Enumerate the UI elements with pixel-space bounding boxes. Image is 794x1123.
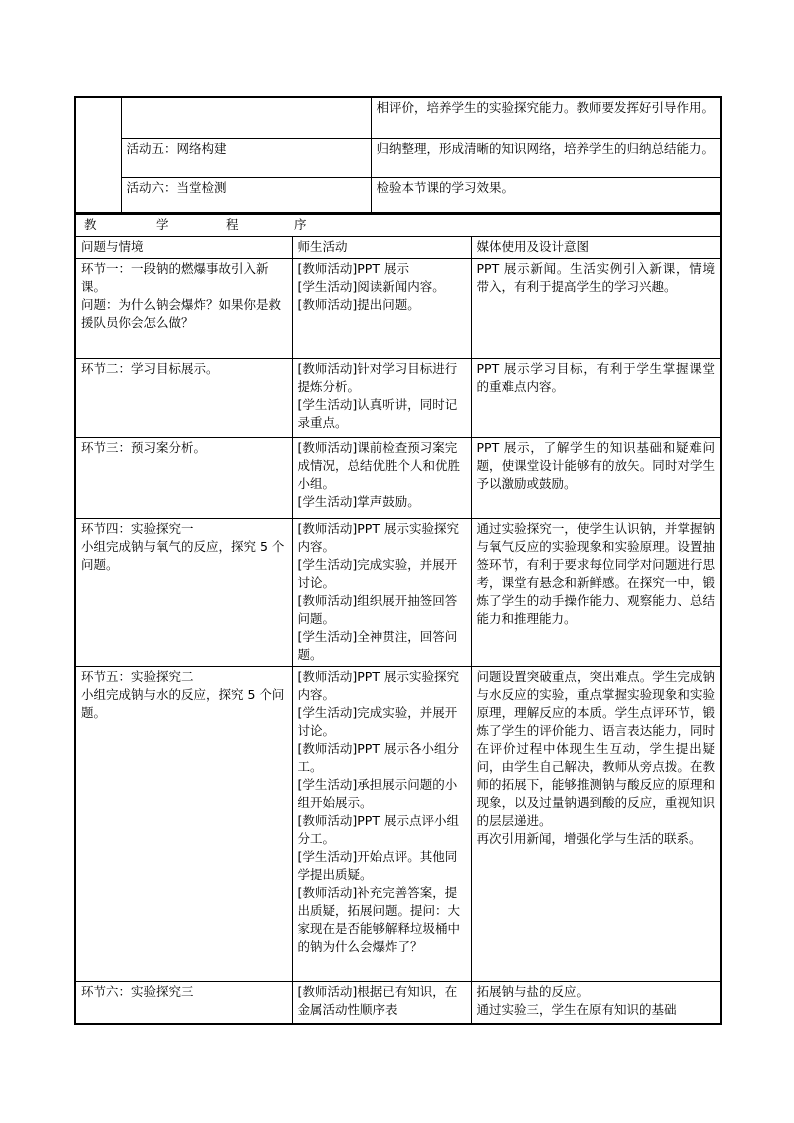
- activity-row: [75, 138, 721, 177]
- activity-cell: 活动五：网络构建: [121, 138, 371, 177]
- media-cell: 通过实验探究一，使学生认识钠，并掌握钠与氧气反应的实验现象和实验原理。设置抽签环节，有利于要求每位同学对问题进行思考，课堂有悬念和新鲜感。在探究一中，锻炼了学生的动手操作能力、观察能力、总结能力和推理能力。: [471, 519, 721, 667]
- column-header: 师生活动: [292, 237, 471, 259]
- heading-char: 教: [84, 217, 97, 232]
- situation-cell: 环节二：学习目标展示。: [75, 359, 292, 438]
- media-cell: PPT 展示，了解学生的知识基础和疑难问题，使课堂设计能够有的放矢。同时对学生予以激励或鼓励。: [471, 438, 721, 519]
- activity-cell: [教师活动]根据已有知识，在金属活动性顺序表: [292, 982, 471, 1024]
- heading-char: 程: [226, 217, 239, 232]
- table-row: [75, 667, 721, 982]
- column-header: 媒体使用及设计意图: [471, 237, 721, 259]
- heading-char: 学: [156, 217, 169, 232]
- teaching-procedure-table: [74, 214, 722, 1025]
- activity-row: [75, 97, 721, 138]
- table-row: [75, 438, 721, 519]
- section-heading-row: [75, 215, 721, 237]
- table-row: [75, 259, 721, 359]
- section-heading: [75, 215, 721, 237]
- column-header-row: [75, 237, 721, 259]
- media-cell: PPT 展示新闻。生活实例引入新课，情境带入，有利于提高学生的学习兴趣。: [471, 259, 721, 359]
- empty-merged-cell: [75, 97, 121, 213]
- heading-char: 序: [294, 217, 307, 232]
- activity-cell: [教师活动]针对学习目标进行提炼分析。 [学生活动]认真听讲，同时记录重点。: [292, 359, 471, 438]
- situation-cell: 环节四：实验探究一 小组完成钠与氧气的反应，探究 5 个问题。: [75, 519, 292, 667]
- purpose-cell: 归纳整理，形成清晰的知识网络，培养学生的归纳总结能力。: [371, 138, 721, 177]
- purpose-cell: 检验本节课的学习效果。: [371, 177, 721, 213]
- table-row: [75, 982, 721, 1024]
- media-cell: 问题设置突破重点，突出难点。学生完成钠与水反应的实验，重点掌握实验现象和实验原理，理解反应的本质。学生点评环节，锻炼了学生的评价能力、语言表达能力，同时在评价过程中体现生生互动，学生提出疑问，由学生自己解决，教师从旁点拨。在教师的拓展下，能够推测钠与酸反应的原理和现象，以及过量钠遇到酸的反应，重视知识的层层递进。 再次引用新闻，增强化学与生活的联系。: [471, 667, 721, 982]
- activity-cell: [教师活动]课前检查预习案完成情况，总结优胜个人和优胜小组。 [学生活动]掌声鼓励。: [292, 438, 471, 519]
- purpose-cell: 相评价，培养学生的实验探究能力。教师要发挥好引导作用。: [371, 97, 721, 138]
- table-row: [75, 519, 721, 667]
- activity-row: [75, 177, 721, 213]
- lesson-plan-table: [74, 96, 722, 214]
- situation-cell: 环节五：实验探究二 小组完成钠与水的反应，探究 5 个问题。: [75, 667, 292, 982]
- media-cell: PPT 展示学习目标，有利于学生掌握课堂的重难点内容。: [471, 359, 721, 438]
- document-page: [74, 96, 720, 1025]
- situation-cell: 环节一：一段钠的燃爆事故引入新课。 问题：为什么钠会爆炸？如果你是救援队员你会怎么做？: [75, 259, 292, 359]
- activity-cell: [教师活动]PPT 展示 [学生活动]阅读新闻内容。 [教师活动]提出问题。: [292, 259, 471, 359]
- media-cell: 拓展钠与盐的反应。 通过实验三，学生在原有知识的基础: [471, 982, 721, 1024]
- activity-cell: 活动六：当堂检测: [121, 177, 371, 213]
- column-header: 问题与情境: [75, 237, 292, 259]
- situation-cell: 环节六：实验探究三: [75, 982, 292, 1024]
- activity-cell: [121, 97, 371, 138]
- activity-cell: [教师活动]PPT 展示实验探究内容。 [学生活动]完成实验，并展开讨论。 [教师活动]组织展开抽签回答问题。 [学生活动]全神贯注，回答问题。: [292, 519, 471, 667]
- activity-cell: [教师活动]PPT 展示实验探究内容。 [学生活动]完成实验，并展开讨论。 [教师活动]PPT 展示各小组分工。 [学生活动]承担展示问题的小组开始展示。 [教师活动]PPT 展示点评小组分工。 [学生活动]开始点评。其他同学提出质疑。 [教师活动]补充完善答案，提出质疑，拓展问题。提问：大家现在是否能够解释垃圾桶中的钠为什么会爆炸了？: [292, 667, 471, 982]
- situation-cell: 环节三：预习案分析。: [75, 438, 292, 519]
- table-row: [75, 359, 721, 438]
